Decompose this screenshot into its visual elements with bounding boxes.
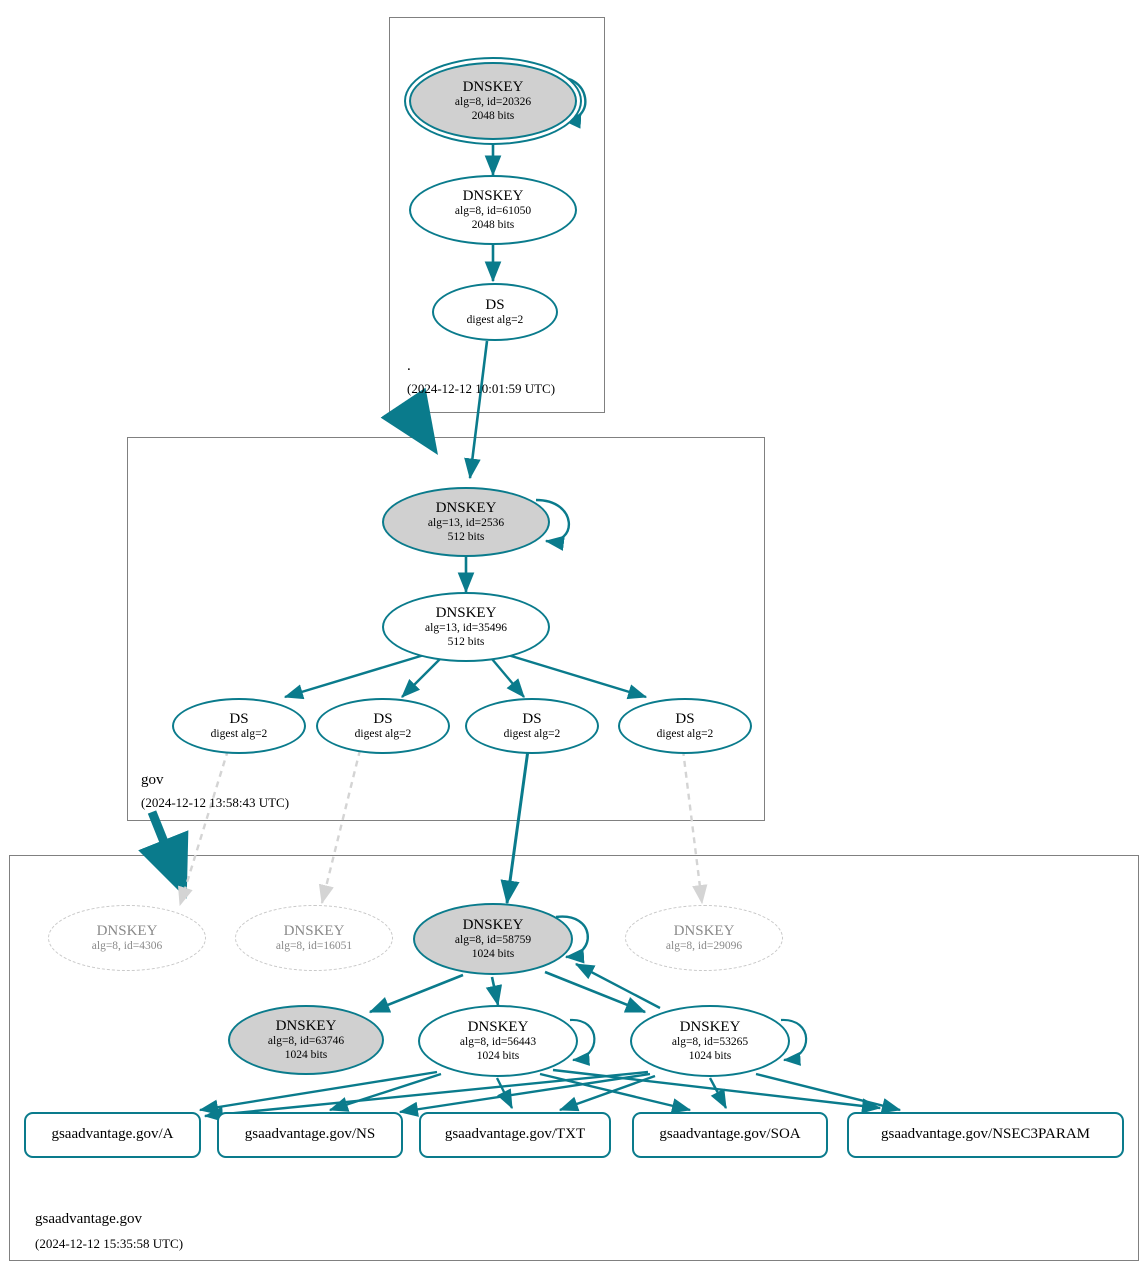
zone-date-root: (2024-12-12 10:01:59 UTC) [407, 381, 556, 396]
node-title: DS [522, 710, 542, 727]
node-line3: 1024 bits [471, 947, 515, 960]
rrset-gsaadvantage-gov-ns[interactable] [217, 1112, 403, 1158]
node-title: DNSKEY [467, 1019, 529, 1036]
node-line3: 1024 bits [688, 1049, 732, 1062]
node-dnskey-gov-zsk[interactable] [382, 592, 550, 662]
node-line2: alg=8, id=4306 [91, 940, 163, 953]
node-dnskey-53265[interactable] [630, 1005, 790, 1077]
rrset-label: gsaadvantage.gov/NSEC3PARAM [880, 1126, 1091, 1143]
node-dnskey-root-ksk[interactable] [409, 62, 577, 140]
node-line2: digest alg=2 [656, 728, 714, 741]
node-line2: alg=13, id=2536 [427, 517, 505, 530]
node-line3: 2048 bits [471, 218, 515, 231]
node-title: DNSKEY [283, 922, 345, 939]
node-dnskey-58759[interactable] [413, 903, 573, 975]
node-line3: 1024 bits [476, 1049, 520, 1062]
node-line2: alg=8, id=29096 [665, 940, 743, 953]
node-line2: digest alg=2 [503, 728, 561, 741]
node-dnskey-29096[interactable] [625, 905, 783, 971]
node-dnskey-4306[interactable] [48, 905, 206, 971]
node-title: DNSKEY [679, 1019, 741, 1036]
node-dnskey-gov-ksk[interactable] [382, 487, 550, 557]
node-title: DNSKEY [96, 922, 158, 939]
node-line2: alg=8, id=58759 [454, 934, 532, 947]
rrset-gsaadvantage-gov-txt[interactable] [419, 1112, 611, 1158]
node-title: DNSKEY [435, 605, 497, 622]
node-line3: 2048 bits [471, 109, 515, 122]
node-line3: 512 bits [447, 530, 485, 543]
zone-label-gsaadvantage: gsaadvantage.gov [35, 1211, 143, 1227]
node-dnskey-root-zsk[interactable] [409, 175, 577, 245]
node-title: DS [229, 710, 249, 727]
node-line2: alg=8, id=53265 [671, 1036, 749, 1049]
node-title: DNSKEY [462, 917, 524, 934]
zone-label-gov: gov [141, 772, 164, 788]
rrset-label: gsaadvantage.gov/TXT [444, 1126, 586, 1143]
node-ds-gov-1[interactable] [172, 698, 306, 754]
node-line2: alg=8, id=56443 [459, 1036, 537, 1049]
node-line2: digest alg=2 [210, 728, 268, 741]
zone-date-gov: (2024-12-12 13:58:43 UTC) [141, 795, 290, 810]
node-line2: alg=8, id=16051 [275, 940, 353, 953]
node-line3: 512 bits [447, 635, 485, 648]
node-title: DNSKEY [673, 922, 735, 939]
rrset-gsaadvantage-gov-soa[interactable] [632, 1112, 828, 1158]
node-line3: 1024 bits [284, 1048, 328, 1061]
rrset-label: gsaadvantage.gov/NS [244, 1126, 376, 1143]
node-ds-gov-2[interactable] [316, 698, 450, 754]
node-title: DS [485, 296, 505, 313]
rrset-gsaadvantage-gov-nsec3param[interactable] [847, 1112, 1124, 1158]
node-ds-gov-4[interactable] [618, 698, 752, 754]
node-line2: alg=13, id=35496 [425, 622, 507, 635]
node-line2: alg=8, id=20326 [454, 96, 532, 109]
node-title: DS [373, 710, 393, 727]
node-title: DNSKEY [435, 500, 497, 517]
node-ds-gov-3[interactable] [465, 698, 599, 754]
node-dnskey-56443[interactable] [418, 1005, 578, 1077]
node-dnskey-16051[interactable] [235, 905, 393, 971]
node-line2: digest alg=2 [466, 314, 524, 327]
node-ds-root[interactable] [432, 283, 558, 341]
node-line2: alg=8, id=61050 [454, 205, 532, 218]
node-dnskey-63746[interactable] [228, 1005, 384, 1075]
node-line2: digest alg=2 [354, 728, 412, 741]
node-title: DNSKEY [462, 79, 524, 96]
node-title: DNSKEY [462, 188, 524, 205]
node-title: DNSKEY [275, 1018, 337, 1035]
rrset-label: gsaadvantage.gov/A [51, 1126, 174, 1143]
node-line2: alg=8, id=63746 [267, 1035, 345, 1048]
zone-label-root: . [407, 358, 411, 374]
rrset-gsaadvantage-gov-a[interactable] [24, 1112, 201, 1158]
zone-date-gsaadvantage: (2024-12-12 15:35:58 UTC) [35, 1236, 184, 1251]
rrset-label: gsaadvantage.gov/SOA [659, 1126, 801, 1143]
node-title: DS [675, 710, 695, 727]
